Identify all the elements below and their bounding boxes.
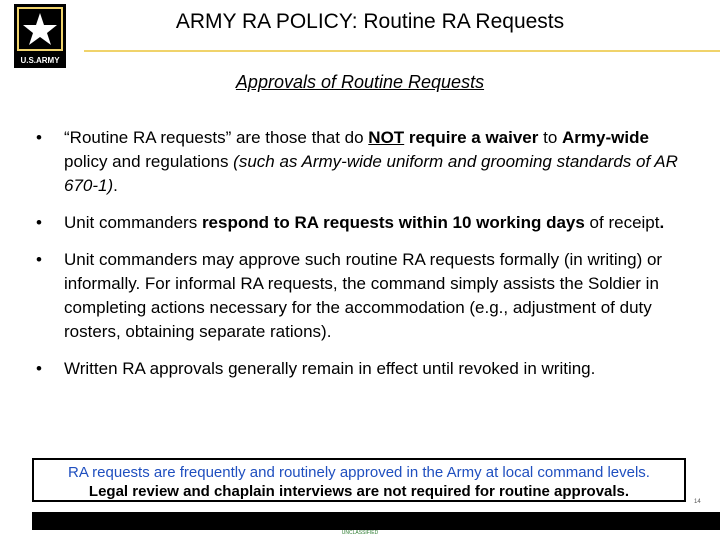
bullet-item [36,126,686,198]
classification-footer: UNCLASSIFIED [341,530,379,536]
bullet-text: to [538,128,562,147]
bullet-icon: • [36,128,42,147]
bullet-emphasis: . [659,213,665,232]
bullet-emphasis: require a waiver [404,128,539,147]
bullet-emphasis: Army-wide [562,128,649,147]
slide-title: ARMY RA POLICY: Routine RA Requests [175,10,565,33]
callout-box [32,458,686,502]
title-divider [84,50,720,52]
logo-text: U.S.ARMY [20,56,60,65]
army-logo [14,4,66,68]
slide-subtitle: Approvals of Routine Requests [235,72,485,92]
bullet-text: “Routine RA requests” are those that do [64,128,369,147]
callout-line-1: RA requests are frequently and routinely approved in the Army at local command levels. [68,464,650,481]
bullet-emphasis: NOT [368,128,405,147]
bullet-icon: • [36,359,42,378]
bullet-icon: • [36,250,42,269]
bullet-icon: • [36,213,42,232]
bullet-emphasis: respond to RA requests within 10 working days [201,213,585,232]
bullet-item [36,357,686,381]
bullet-item [36,211,686,235]
bullet-text: policy and regulations [64,152,234,171]
bullet-text: . [113,176,118,195]
bullet-text: Written RA approvals generally remain in effect until revoked in writing. [64,359,596,378]
bullet-text: of receipt [584,213,660,232]
callout-line-2: Legal review and chaplain interviews are not required for routine approvals. [88,483,630,500]
page-number: 14 [694,499,701,505]
bullet-text: Unit commanders [64,213,202,232]
bullet-list [36,126,686,394]
bullet-italic: (such as Army-wide uniform and grooming standards of AR 670-1) [64,152,678,195]
bullet-text: Unit commanders may approve such routine RA requests formally (in writing) or informally. For informal RA requests, the command simply assists the Soldier in completing actions necessary for the accommodation (e.g., adjustment of duty rosters, obtaining separate rations). [64,250,663,341]
bullet-item [36,248,686,344]
bottom-bar [32,512,720,530]
